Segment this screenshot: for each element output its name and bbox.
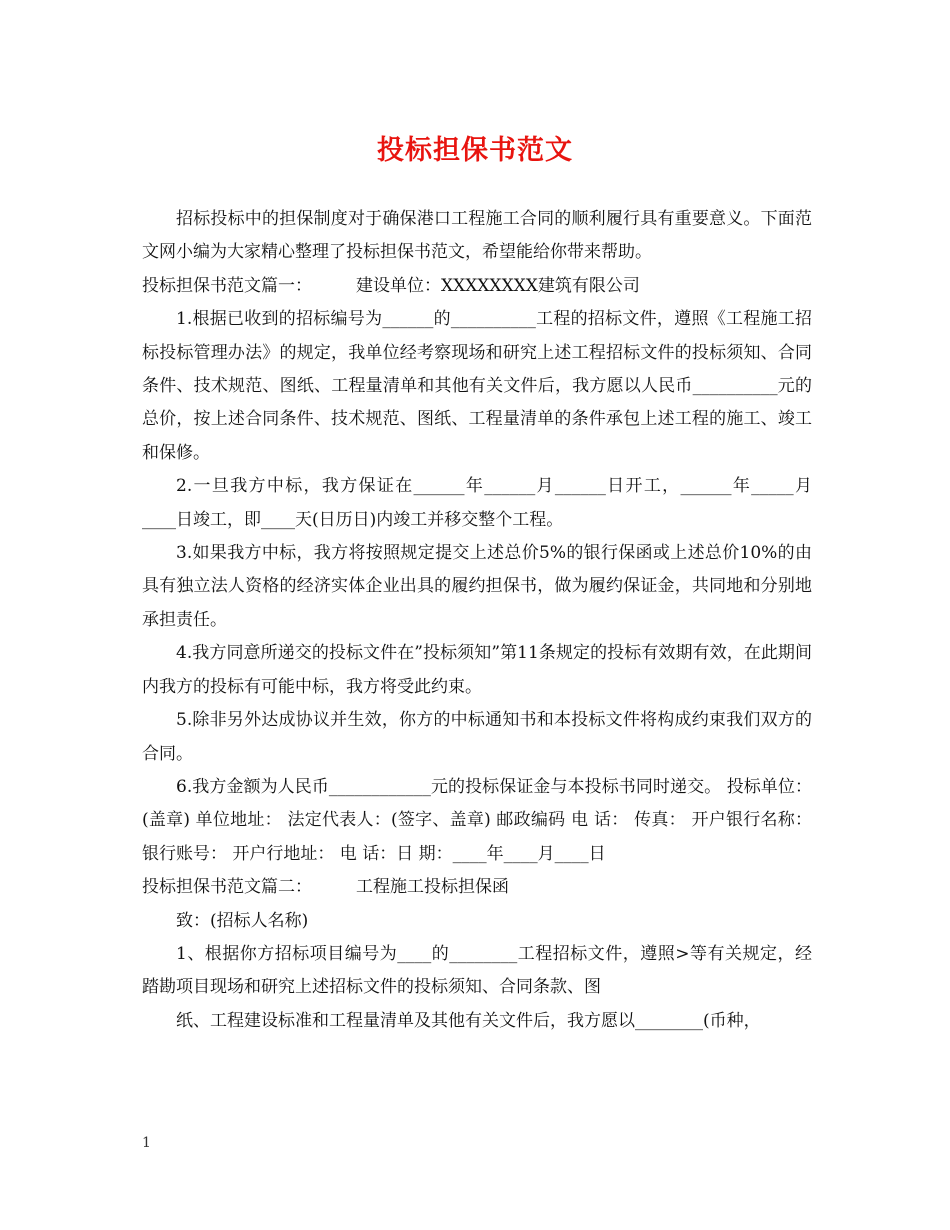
clause-1: 1.根据已收到的招标编号为______的__________工程的招标文件，遵照《工程施工招标投标管理办法》的规定，我单位经考察现场和研究上述工程招标文件的投标须知、合同条件、技术规范、图纸、工程量清单和其他有关文件后，我方愿以人民币__________元的总价，按上述合同条件、技术规范、图纸、工程量清单的条件承包上述工程的施工、竣工和保修。 xyxy=(142,309,812,463)
construction-unit-line: 建设单位：XXXXXXXX建筑有限公司 xyxy=(356,275,640,296)
article-two-subtitle: 工程施工投标担保函 xyxy=(356,877,509,898)
clause-4: 4.我方同意所递交的投标文件在”投标须知”第11条规定的投标有效期有效，在此期间内我方的投标有可能中标，我方将受此约束。 xyxy=(142,643,812,697)
clause-2-1-continued: 纸、工程建设标准和工程量清单及其他有关文件后，我方愿以________(币种， xyxy=(176,1010,761,1031)
article-two-label: 投标担保书范文篇二： xyxy=(142,877,312,898)
clause-5: 5.除非另外达成协议并生效，你方的中标通知书和本投标文件将构成约束我们双方的合同。 xyxy=(142,710,812,764)
clause-2-1: 1、根据你方招标项目编号为____的________工程招标文件，遵照>等有关规定，经踏勘项目现场和研究上述招标文件的投标须知、合同条款、图 xyxy=(142,943,812,998)
article-one-label: 投标担保书范文篇一： xyxy=(142,275,312,296)
intro-paragraph: 招标投标中的担保制度对于确保港口工程施工合同的顺利履行具有重要意义。下面范文网小编为大家精心整理了投标担保书范文，希望能给你带来帮助。 xyxy=(142,209,812,263)
clause-6: 6.我方金额为人民币____________元的投标保证金与本投标书同时递交。 投标单位：(盖章) 单位地址： 法定代表人：(签字、盖章) 邮政编码 电 话： 传真： 开户银行名称： 银行账号： 开户行地址： 电 话：日 期：____年____月____日 xyxy=(142,776,812,864)
article-one-heading xyxy=(142,270,812,303)
article-two-heading xyxy=(142,871,812,904)
document-body xyxy=(142,203,812,1038)
clause-3: 3.如果我方中标，我方将按照规定提交上述总价5%的银行保函或上述总价10%的由具有独立法人资格的经济实体企业出具的履约担保书，做为履约保证金，共同地和分别地承担责任。 xyxy=(142,543,812,630)
document-title: 投标担保书范文 xyxy=(377,135,573,166)
page-number: 1 xyxy=(142,1135,151,1151)
addressee-line: 致：(招标人名称) xyxy=(176,910,309,931)
clause-2: 2.一旦我方中标，我方保证在______年______月______日开工，______年_____月____日竣工，即____天(日历日)内竣工并移交整个工程。 xyxy=(142,476,812,530)
